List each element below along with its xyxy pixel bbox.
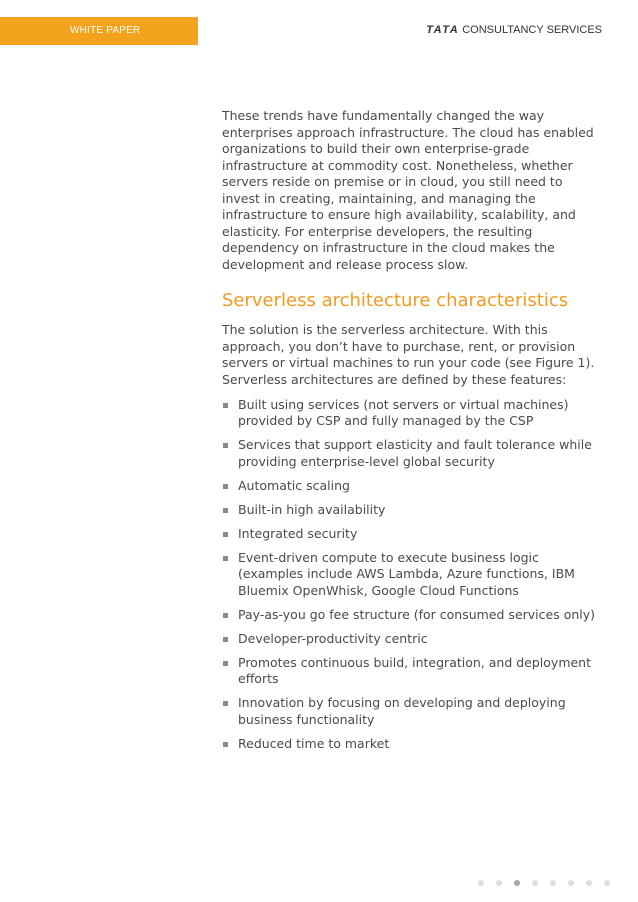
white-paper-tag (0, 17, 198, 45)
page-dot (550, 880, 556, 886)
feature-list (222, 397, 604, 752)
square-bullet-icon (223, 613, 228, 618)
page-dot (478, 880, 484, 886)
page-dot (604, 880, 610, 886)
feature-text: Promotes continuous build, integration, and deployment efforts (238, 654, 592, 687)
page-dot (568, 880, 574, 886)
feature-text: Event-driven compute to execute business logic (examples include AWS Lambda, Azure functions, IBM Bluemix OpenWhisk, Google Cloud Functions (238, 550, 575, 598)
feature-item (222, 550, 604, 599)
feature-text: Services that support elasticity and fault tolerance while providing enterprise-level global security (238, 437, 592, 469)
feature-item (222, 631, 604, 647)
company-logo (426, 24, 602, 36)
feature-item (222, 655, 604, 688)
square-bullet-icon (223, 556, 228, 561)
feature-item (222, 736, 604, 752)
white-paper-label: WHITE PAPER (70, 25, 141, 36)
main-content (222, 108, 604, 760)
feature-item (222, 478, 604, 494)
feature-text: Integrated security (238, 525, 358, 541)
feature-text: Innovation by focusing on developing and deploying business functionality (238, 695, 566, 727)
brand-name-strong: TATA (426, 24, 460, 36)
square-bullet-icon (223, 443, 228, 448)
square-bullet-icon (223, 742, 228, 747)
feature-item (222, 397, 604, 430)
square-bullet-icon (223, 637, 228, 642)
feature-item (222, 607, 604, 623)
brand-name-rest: CONSULTANCY SERVICES (462, 24, 602, 36)
page-dot (532, 880, 538, 886)
intro-paragraph: These trends have fundamentally changed the way enterprises approach infrastructure. The cloud has enabled organizations to build their own enterprise-grade infrastructure at commodity cost. Nonetheless, whether servers reside on premise or in cloud, you still need to invest in creating, maintaining, and managing the infrastructure to ensure high availability, scalability, and elasticity. For enterprise developers, the resulting dependency on infrastructure in the cloud makes the development and release process slow. (222, 108, 594, 272)
feature-text: Automatic scaling (238, 477, 350, 493)
section-lead-paragraph: The solution is the serverless architecture. With this approach, you don’t have to purchase, rent, or provision servers or virtual machines to run your code (see Figure 1). Serverless architectures are defined by these features: (222, 322, 595, 387)
feature-item (222, 695, 604, 728)
feature-item (222, 502, 604, 518)
square-bullet-icon (223, 508, 228, 513)
square-bullet-icon (223, 532, 228, 537)
feature-item (222, 437, 604, 470)
page-indicator (478, 880, 610, 886)
square-bullet-icon (223, 701, 228, 706)
feature-text: Built-in high availability (238, 501, 386, 517)
square-bullet-icon (223, 484, 228, 489)
section-heading: Serverless architecture characteristics (222, 290, 569, 311)
page-dot (586, 880, 592, 886)
page-dot-active (514, 880, 520, 886)
square-bullet-icon (223, 403, 228, 408)
feature-text: Pay-as-you go fee structure (for consumed services only) (238, 606, 596, 622)
page-dot (496, 880, 502, 886)
feature-item (222, 526, 604, 542)
feature-text: Developer-productivity centric (238, 630, 428, 646)
square-bullet-icon (223, 661, 228, 666)
feature-text: Built using services (not servers or virtual machines) provided by CSP and fully managed by the CSP (238, 397, 569, 429)
feature-text: Reduced time to market (238, 735, 390, 751)
